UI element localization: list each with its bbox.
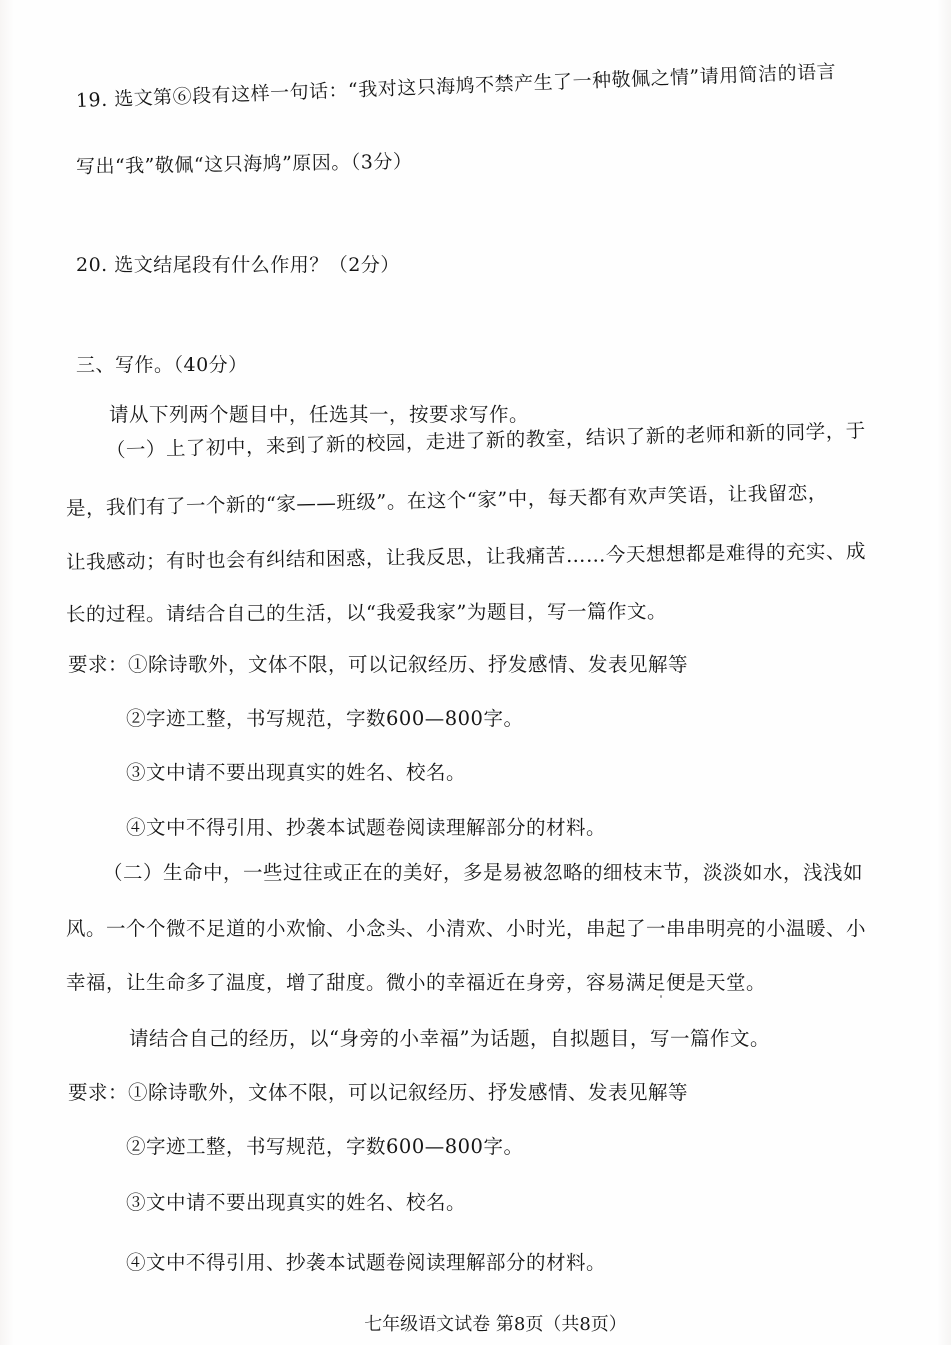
prompt-2-requirement: ④文中不得引用、抄袭本试题卷阅读理解部分的材料。 bbox=[126, 1251, 607, 1274]
prompt-1-requirement: ②字迹工整，书写规范，字数600—800字。 bbox=[126, 707, 524, 730]
page-footer: 七年级语文试卷 第8页（共8页） bbox=[364, 1314, 627, 1335]
prompt-1-requirement: 要求：①除诗歌外，文体不限，可以记叙经历、抒发感情、发表见解等 bbox=[68, 653, 689, 676]
question-20: 20. 选文结尾段有什么作用？（2分） bbox=[76, 254, 400, 276]
prompt-1-requirement: ④文中不得引用、抄袭本试题卷阅读理解部分的材料。 bbox=[126, 816, 607, 839]
scan-speck bbox=[660, 995, 662, 998]
prompt-2-requirement: 要求：①除诗歌外，文体不限，可以记叙经历、抒发感情、发表见解等 bbox=[68, 1081, 689, 1104]
prompt-2-requirement: ③文中请不要出现真实的姓名、校名。 bbox=[126, 1191, 467, 1214]
prompt-2-line: （二）生命中，一些过往或正在的美好，多是易被忽略的细枝末节，淡淡如水，浅浅如 bbox=[103, 861, 864, 884]
question-19-line-2: 写出“我”敬佩“这只海鸠”原因。（3分） bbox=[75, 150, 413, 178]
prompt-2-line: 风。一个个微不足道的小欢愉、小念头、小清欢、小时光，串起了一串串明亮的小温暖、小 bbox=[66, 917, 867, 940]
prompt-2-requirement: ②字迹工整，书写规范，字数600—800字。 bbox=[126, 1135, 524, 1158]
prompt-1-line: 长的过程。请结合自己的生活，以“我爱我家”为题目，写一篇作文。 bbox=[65, 599, 668, 626]
prompt-1-requirement: ③文中请不要出现真实的姓名、校名。 bbox=[126, 761, 467, 784]
section-3-intro: 请从下列两个题目中，任选其一，按要求写作。 bbox=[109, 403, 530, 426]
prompt-1-line: （一）上了初中，来到了新的校园，走进了新的教室，结识了新的老师和新的同学，于 bbox=[105, 419, 867, 462]
prompt-1-line: 让我感动；有时也会有纠结和困惑，让我反思，让我痛苦……今天想想都是难得的充实、成 bbox=[65, 539, 867, 574]
prompt-2-line: 幸福，让生命多了温度，增了甜度。微小的幸福近在身旁，容易满足便是天堂。 bbox=[66, 971, 767, 994]
section-3-heading: 三、写作。（40分） bbox=[76, 354, 248, 376]
prompt-1-line: 是，我们有了一个新的“家——班级”。在这个“家”中，每天都有欢声笑语，让我留恋， bbox=[65, 481, 828, 520]
question-19-line-1: 19. 选文第⑥段有这样一句话：“我对这只海鸠不禁产生了一种敬佩之情”请用简洁的语言 bbox=[75, 60, 837, 112]
prompt-2-line: 请结合自己的经历，以“身旁的小幸福”为话题，自拟题目，写一篇作文。 bbox=[129, 1027, 770, 1050]
